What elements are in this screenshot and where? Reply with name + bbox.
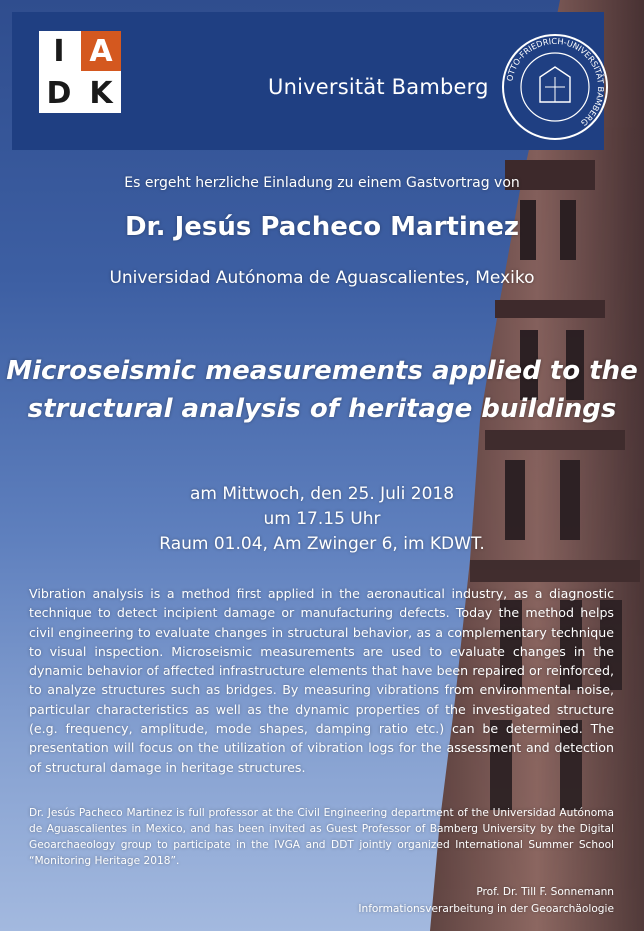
abstract-paragraph: Vibration analysis is a method first applied in the aeronautical industry, as a diagnostic technique to detect incipient damage or manufacturing defects. Today the method helps civil engineering to evaluate changes in structural behavior, as a complementary technique to visual inspection. Microseismic measurements are used to evaluate changes in the dynamic behavior of affected infrastructure elements that have been repaired or reinforced, to analyze structures such as bridges. By measuring vibrations from environmental noise, particular characteristics as well as the dynamic properties of the investigated structure (e.g. frequency, amplitude, mode shapes, damping ratio etc.) can be determined. The presentation will focus on the utilization of vibration logs for the assessment and detection of structural damage in heritage structures. [29,586,614,775]
invitation-text: Es ergeht herzliche Einladung zu einem Gastvortrag von [124,175,520,191]
iadk-logo [39,31,121,113]
talk-title-line: Microseismic measurements applied to the [6,356,638,386]
svg-text:OTTO-FRIEDRICH-UNIVERSITÄT BAM: OTTO-FRIEDRICH-UNIVERSITÄT BAMBERG [504,35,607,129]
signature [358,884,614,918]
logo-letter: I [39,31,79,71]
logo-letter: D [39,73,79,113]
talk-title [0,352,644,428]
logo-letter: A [81,31,121,71]
signature-dept: Informationsverarbeitung in der Geoarchäologie [358,903,614,915]
speaker-affiliation: Universidad Autónoma de Aguascalientes, Mexiko [109,268,535,288]
talk-title-line: structural analysis of heritage buildings [27,394,617,424]
university-name: Universität Bamberg [268,75,489,99]
schedule-time: um 17.15 Uhr [263,509,381,529]
schedule-date: am Mittwoch, den 25. Juli 2018 [189,484,455,504]
university-seal-icon [500,32,610,142]
schedule-room: Raum 01.04, Am Zwinger 6, im KDWT. [159,534,485,554]
logo-letter: K [81,73,121,113]
speaker-name: Dr. Jesús Pacheco Martinez [124,212,520,242]
schedule [0,482,644,557]
signature-name: Prof. Dr. Till F. Sonnemann [476,886,614,898]
bio-paragraph: Dr. Jesús Pacheco Martinez is full professor at the Civil Engineering department of the Universidad Autónoma de Aguascalientes in Mexico, and has been invited as Guest Professor of Bamberg University by the Digital Geoarchaeology group to participate in the IVGA and DDT jointly organized International Summer School “Monitoring Heritage 2018”. [29,807,614,867]
